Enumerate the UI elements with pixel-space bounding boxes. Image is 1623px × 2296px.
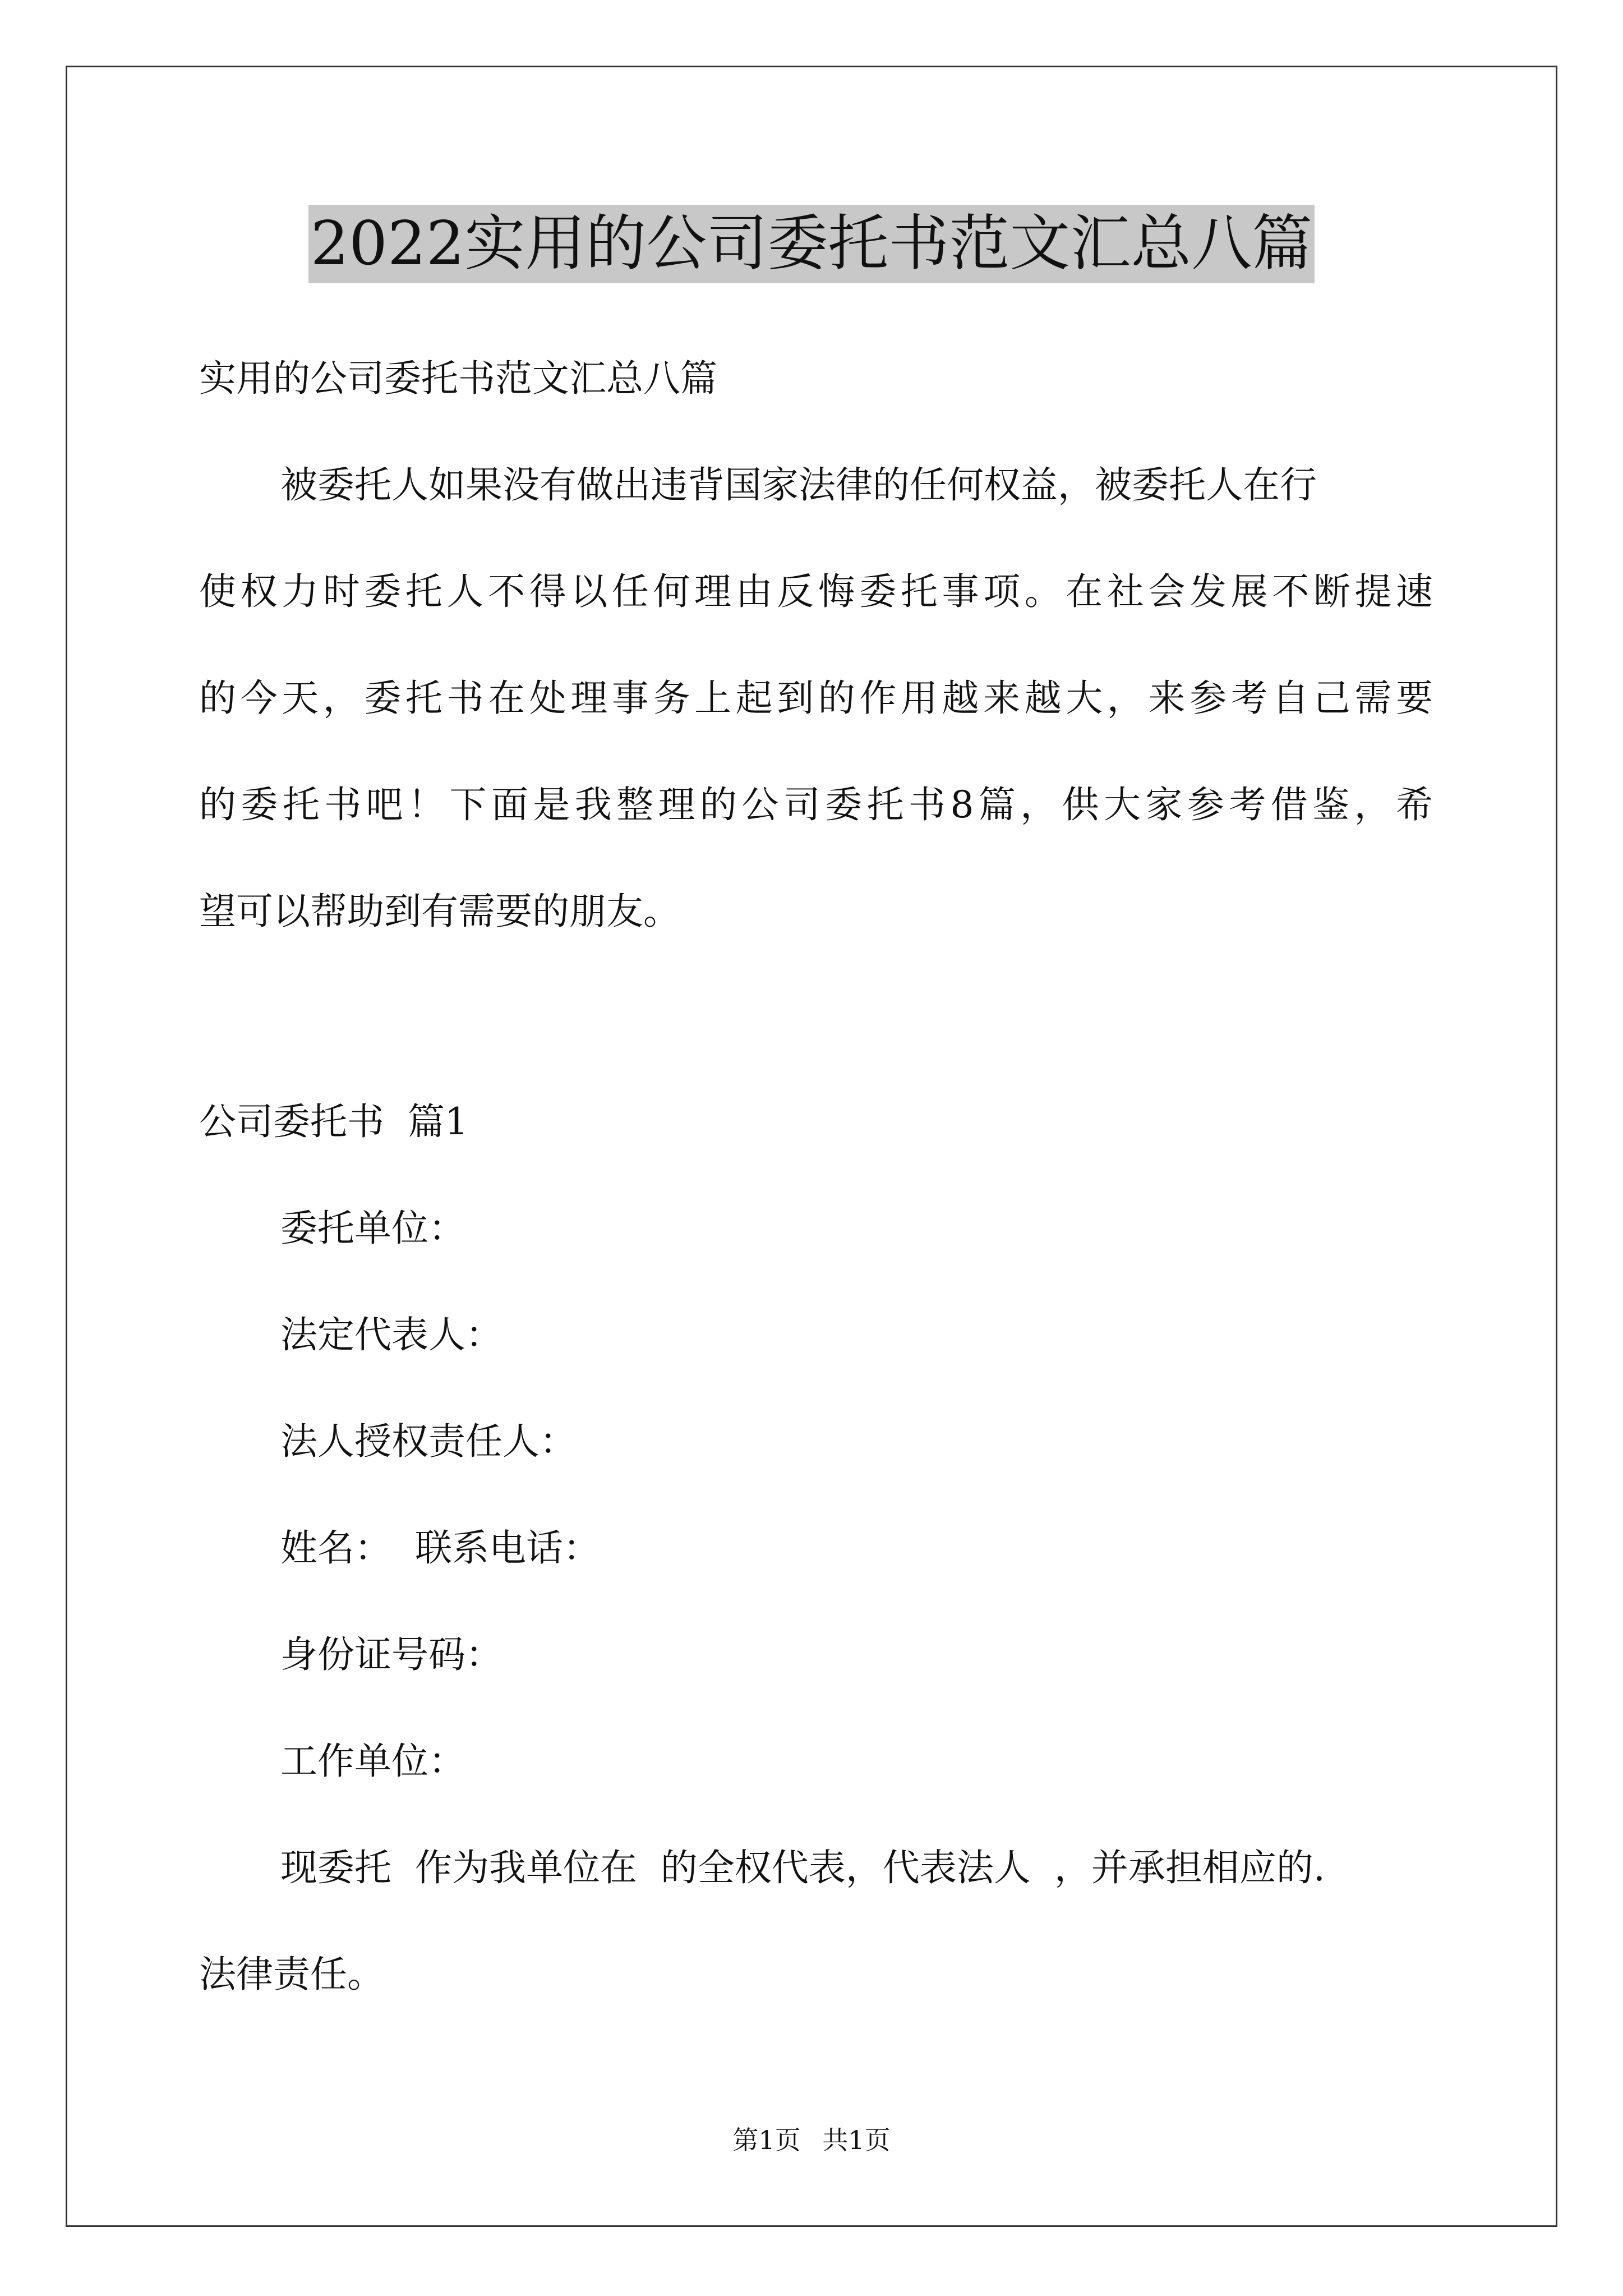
title-container	[0, 205, 1623, 283]
intro-line-2: 使权力时委托人不得以任何理由反悔委托事项。在社会发展不断提速	[199, 570, 1433, 613]
page-number: 第1页	[732, 2125, 801, 2155]
closing-line-1: 现委托 作为我单位在 的全权代表，代表法人 ，并承担相应的.	[280, 1846, 1325, 1889]
field-entrusting-unit: 委托单位：	[280, 1207, 465, 1250]
field-legal-representative: 法定代表人：	[280, 1313, 502, 1356]
page-total: 共1页	[822, 2125, 891, 2155]
field-work-unit: 工作单位：	[280, 1740, 465, 1783]
field-id-number: 身份证号码：	[280, 1633, 502, 1676]
field-authorized-person: 法人授权责任人：	[280, 1420, 577, 1463]
field-name-phone: 姓名： 联系电话：	[280, 1526, 600, 1570]
intro-line-4: 的委托书吧！下面是我整理的公司委托书8篇，供大家参考借鉴，希	[199, 783, 1433, 826]
document-title: 2022实用的公司委托书范文汇总八篇	[308, 205, 1315, 283]
intro-line-5: 望可以帮助到有需要的朋友。	[199, 890, 680, 933]
document-subtitle: 实用的公司委托书范文汇总八篇	[199, 357, 717, 400]
section-heading: 公司委托书 篇1	[199, 1100, 468, 1143]
intro-line-3: 的今天，委托书在处理事务上起到的作用越来越大，来参考自己需要	[199, 677, 1433, 720]
intro-line-1: 被委托人如果没有做出违背国家法律的任何权益，被委托人在行	[280, 463, 1317, 507]
closing-line-2: 法律责任。	[199, 1953, 384, 1996]
page-footer	[0, 2123, 1623, 2157]
